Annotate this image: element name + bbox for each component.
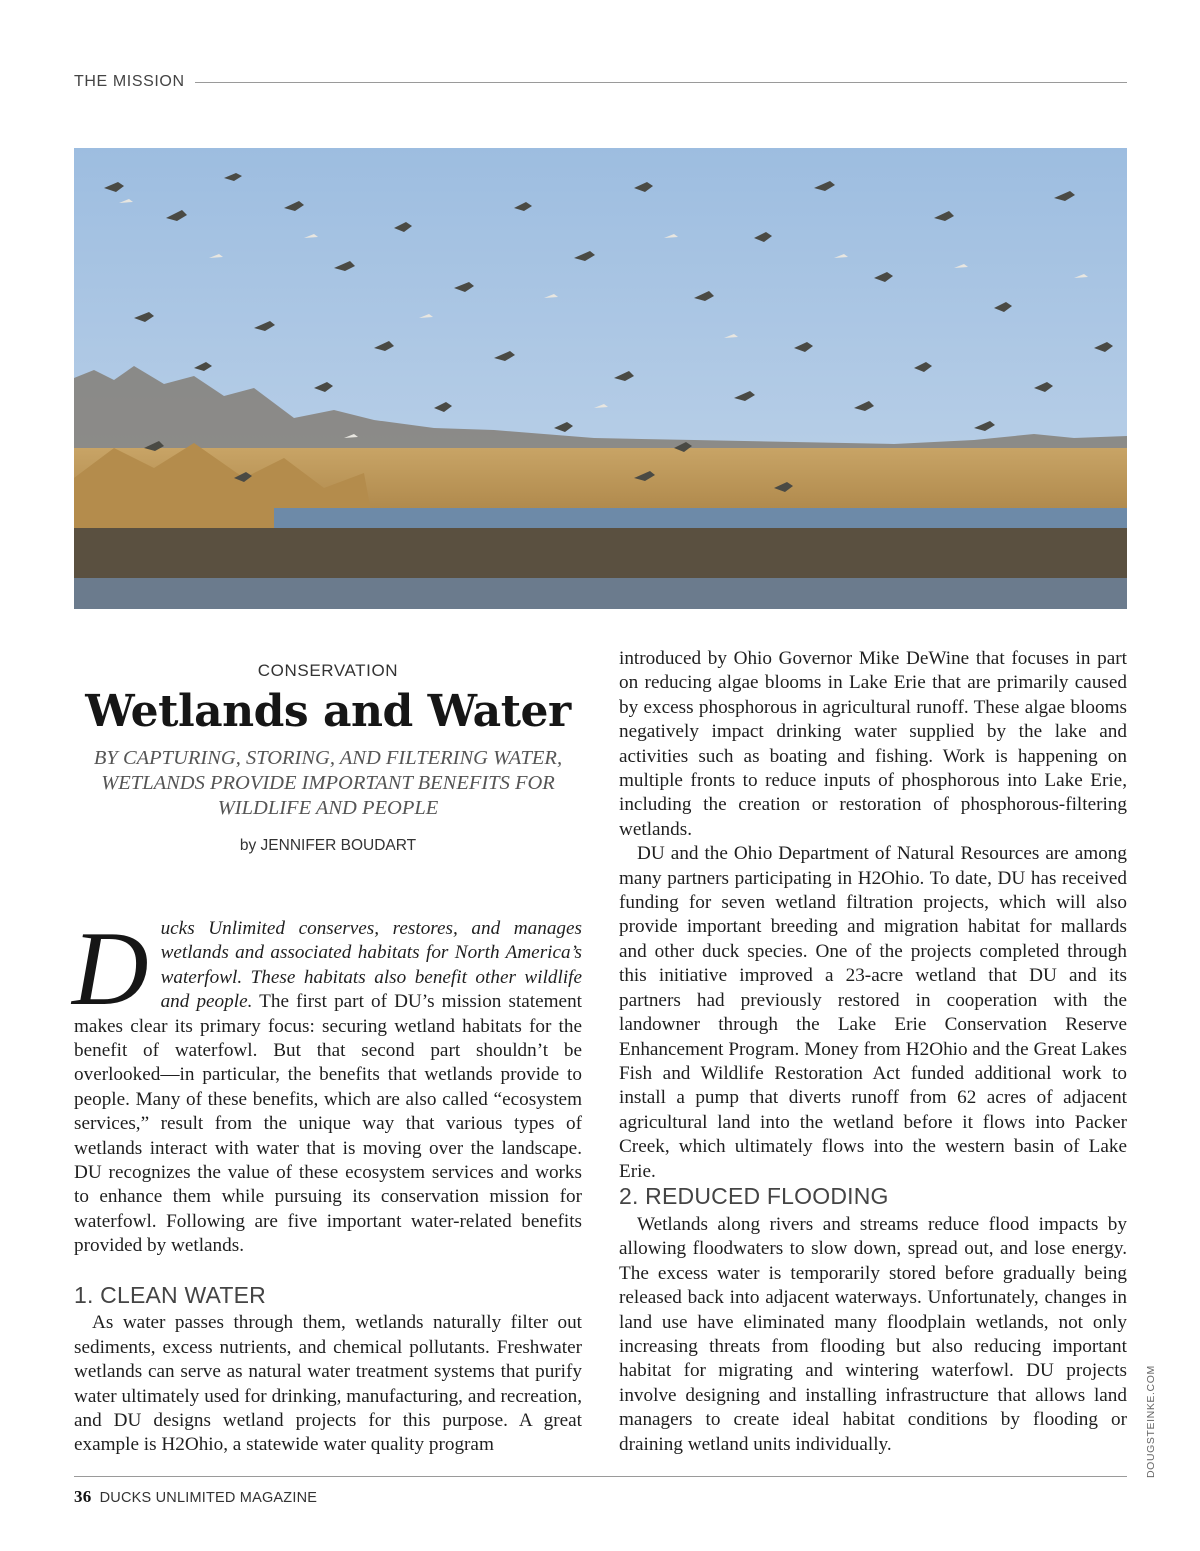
section-paragraph: As water passes through them, wetlands naturally filter out sediments, excess nutrients, and chemical pollutants. Freshwater wetlands can serve as natural water treatment systems that purify water ultimately used for drinking, manufacturing, and recreation, and DU designs wetland projects for this purpose. A great example is H2Ohio, a statewide water quality program xyxy=(74,1312,582,1456)
photo-credit: DOUGSTEINKE.COM xyxy=(1145,1365,1157,1478)
lead-paragraph xyxy=(72,910,582,1259)
header-rule xyxy=(195,82,1127,83)
section-clean-water xyxy=(74,1283,582,1458)
article-kicker: CONSERVATION xyxy=(257,661,399,680)
flock-of-ducks-image xyxy=(74,148,1127,609)
publication-name: DUCKS UNLIMITED MAGAZINE xyxy=(99,1490,318,1506)
article-byline: by JENNIFER BOUDART xyxy=(239,837,417,854)
page-footer xyxy=(74,1487,317,1507)
section-paragraph: Wetlands along rivers and streams reduce flood impacts by allowing floodwaters to slow down, spread out, and lose energy. The excess water is temporarily stored before gradually being released back into adjacent waterways. Unfortunately, changes in land use have eliminated many floodplain wetlands, not only increasing threats from flooding but also reducing important habitat for migrating and wintering waterfowl. DU projects involve designing and installing infrastructure that allows land managers to create ideal habitat conditions by flooding or draining wetland units individually. xyxy=(619,1214,1127,1455)
section-reduced-flooding xyxy=(619,1213,1127,1457)
section-label: THE MISSION xyxy=(74,73,185,90)
running-head xyxy=(74,72,1127,92)
lead-body-text: The first part of DU’s mission statement makes clear its primary focus: securing wetland habitats for the benefit of waterfowl. But that second part shouldn’t be overlooked—in particular, the benefits that wetlands provide to people. Many of these benefits, which are also called “ecosystem services,” result from the unique way that various types of wetlands interact with water that is moving over the landscape. DU recognizes the value of these ecosystem services and works to enhance them while pursuing its conservation mission for waterfowl. Following are five important water-related benefits provided by wetlands. xyxy=(74,991,582,1257)
h2ohio-paragraph: DU and the Ohio Department of Natural Resources are among many partners participating in H2Ohio. To date, DU has received funding for seven wetland filtration projects, which will also provide important breeding and migration habitat for mallards and other duck species. One of the projects completed through this initiative improved a 23-acre wetland that DU and its partners had previously restored in cooperation with the landowner through the Lake Erie Conservation Reserve Enhancement Program. Money from H2Ohio and the Great Lakes Fish and Wildlife Restoration Act funded additional work to install a pump that diverts runoff from 62 acres of adjacent agricultural land into the wetland before it flows into Packer Creek, which ultimately flows into the western basin of Lake Erie. xyxy=(619,843,1127,1182)
section-heading-clean-water: 1. CLEAN WATER xyxy=(74,1282,266,1308)
right-column xyxy=(619,647,1127,1184)
section-heading-reduced-flooding: 2. REDUCED FLOODING xyxy=(619,1183,889,1209)
page-number: 36 xyxy=(74,1487,92,1506)
continuation-paragraph: introduced by Ohio Governor Mike DeWine that focuses in part on reducing algae blooms in Lake Erie that are primarily caused by excess phosphorous in agricultural runoff. These algae blooms negatively impact drinking water supplied by the lake and activities such as boating and fishing. Work is happening on multiple fronts to reduce inputs of phosphorous into Lake Erie, including the creation or restoration of phosphorous-filtering wetlands. xyxy=(619,648,1127,840)
footer-rule xyxy=(74,1476,1127,1477)
hero-photo xyxy=(74,148,1127,609)
article-title: Wetlands and Water xyxy=(85,686,571,737)
lead-italic-text: ucks Unlimited conserves, restores, and manages wetlands and associated habitats for North America’s waterfowl. These habitats also benefit other wildlife and people. xyxy=(160,918,582,1013)
article-deck: BY CAPTURING, STORING, AND FILTERING WATER, WETLANDS PROVIDE IMPORTANT BENEFITS FOR WILDLIFE AND PEOPLE xyxy=(93,747,563,819)
drop-cap: D xyxy=(72,910,149,1027)
